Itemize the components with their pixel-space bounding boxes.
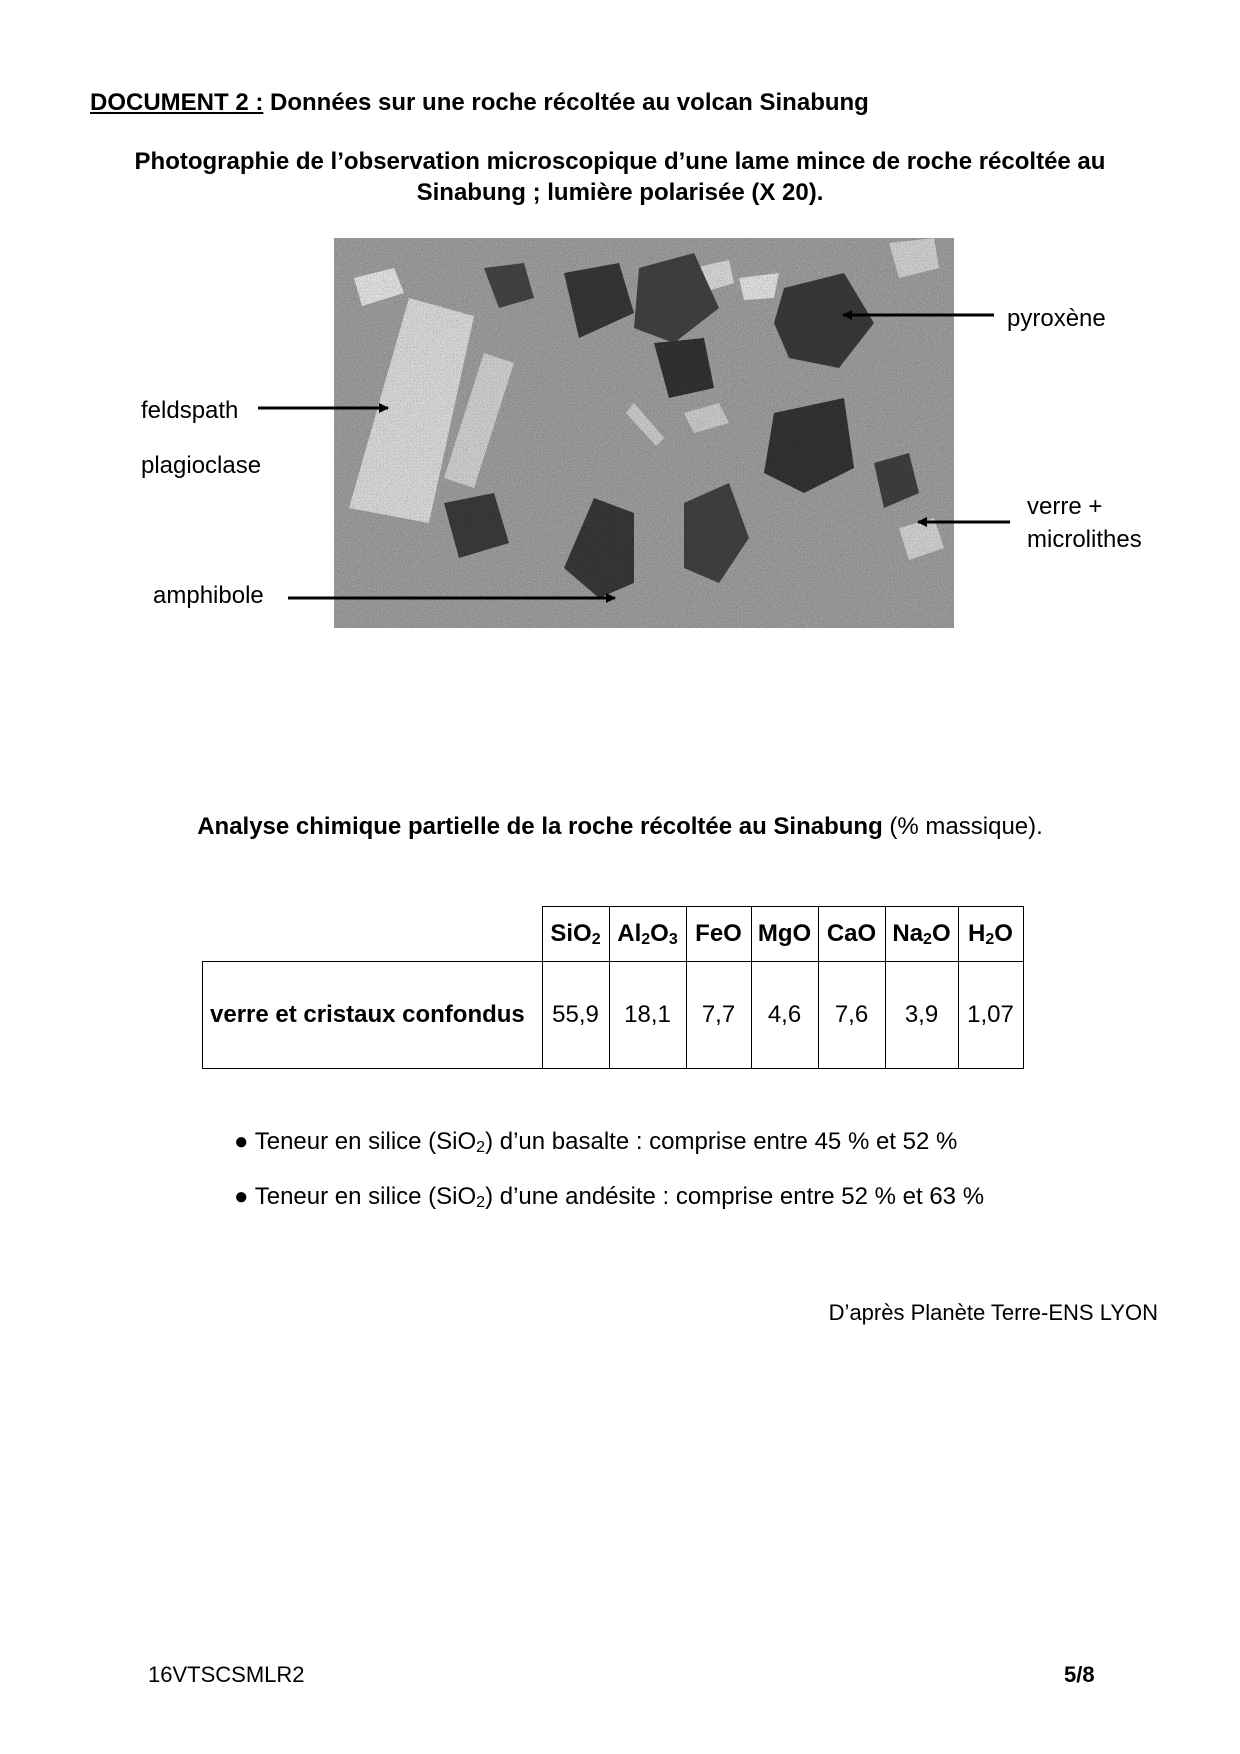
document-title-text: Données sur une roche récoltée au volcan Sinabung [270, 89, 869, 116]
document-label: DOCUMENT 2 : [90, 89, 264, 116]
label-microlithes: microlithes [1027, 526, 1142, 553]
analysis-caption [0, 813, 1240, 841]
table-cell: 7,7 [686, 962, 751, 1069]
page-number: 5/8 [1064, 1662, 1095, 1687]
table-corner [203, 907, 543, 962]
label-amphibole: amphibole [153, 582, 264, 609]
col-header: $H_2O$ [958, 907, 1023, 962]
col-header: FeO [686, 907, 751, 962]
row-label: verre et cristaux confondus [203, 962, 543, 1069]
table-header-row [203, 907, 1024, 962]
analysis-caption-rest: (% massique). [882, 813, 1043, 840]
micrograph-image [334, 238, 954, 628]
analysis-caption-bold: Analyse chimique partielle de la roche récoltée au Sinabung [197, 813, 883, 840]
label-feldspath: feldspath [141, 397, 239, 424]
table-cell: 18,1 [609, 962, 686, 1069]
bullet-icon: ● [234, 1128, 249, 1155]
note-andesite: ● Teneur en silice (SiO$_2$) d’une andésite : comprise entre 52 % et 63 % [234, 1183, 985, 1211]
label-pyroxene: pyroxène [1007, 305, 1106, 332]
col-header: CaO [818, 907, 885, 962]
col-header: $Na_2O$ [885, 907, 958, 962]
col-header: SiO$_2$ [542, 907, 609, 962]
col-header: $Al_2O_3$ [609, 907, 686, 962]
footer-code: 16VTSCSMLR2 [148, 1662, 305, 1687]
note-basalte: ● Teneur en silice (SiO$_2$) d’un basalte : comprise entre 45 % et 52 % [234, 1128, 958, 1156]
label-plagioclase: plagioclase [141, 452, 262, 479]
document-title [90, 89, 869, 117]
table-cell: 4,6 [751, 962, 818, 1069]
source-credit: D’après Planète Terre-ENS LYON [828, 1300, 1158, 1325]
table-cell: 1,07 [958, 962, 1023, 1069]
bullet-icon: ● [234, 1183, 249, 1210]
chemistry-table [202, 906, 1024, 1069]
table-cell: 7,6 [818, 962, 885, 1069]
label-verre: verre + [1027, 493, 1103, 520]
table-cell: 3,9 [885, 962, 958, 1069]
table-cell: 55,9 [542, 962, 609, 1069]
col-header: MgO [751, 907, 818, 962]
table-row [203, 962, 1024, 1069]
photo-caption: Photographie de l’observation microscopique d’une lame mince de roche récoltée au Sinabung ; lumière polarisée (X 20). [134, 148, 1106, 206]
